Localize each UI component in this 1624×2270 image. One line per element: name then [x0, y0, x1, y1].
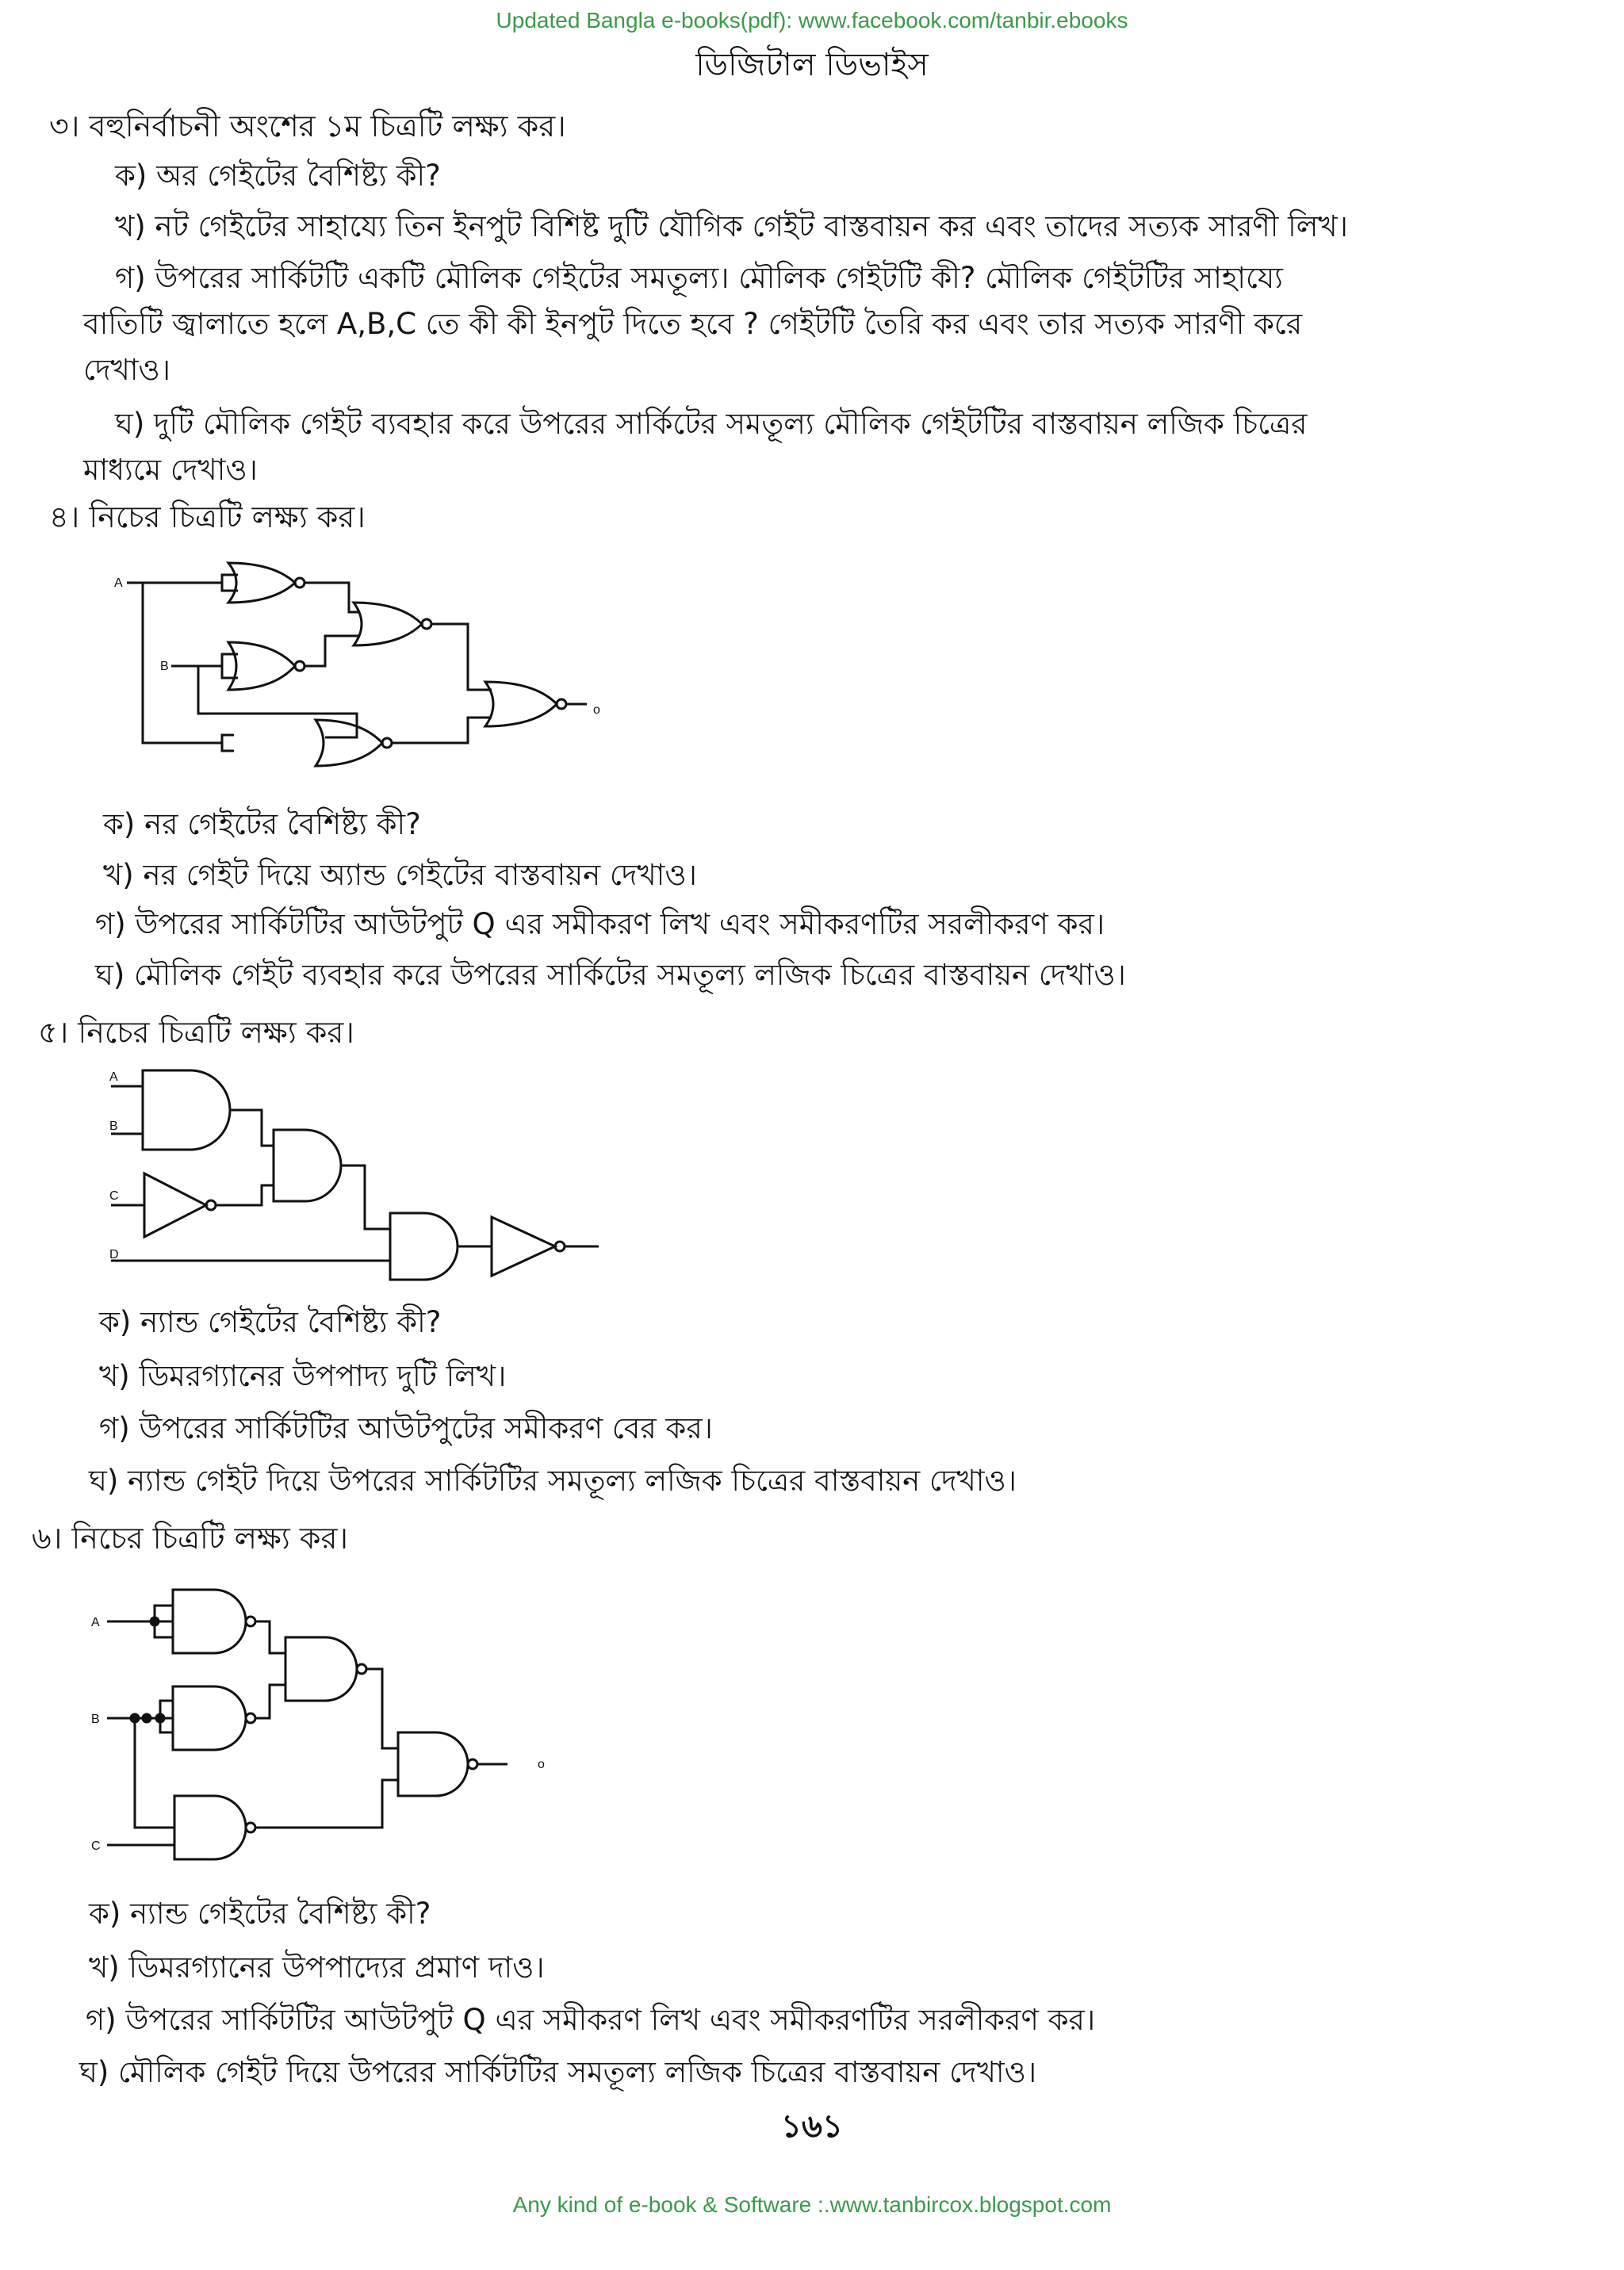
input-label-a: A	[114, 576, 123, 590]
output-label: o	[593, 703, 600, 717]
wire	[171, 654, 238, 678]
not-gate-c	[144, 1173, 206, 1237]
question-3-prompt	[49, 107, 566, 145]
question-number: ৪।	[49, 500, 80, 534]
wire	[111, 1166, 390, 1261]
question-6-part-d: ঘ) মৌলিক গেইট দিয়ে উপরের সার্কিটটির সমতূল্য লজিক চিত্রের বাস্তবায়ন দেখাও।	[79, 2055, 1037, 2089]
question-5-circuit-diagram	[103, 1066, 611, 1288]
question-4-part-b: খ) নর গেইট দিয়ে অ্যান্ড গেইটের বাস্তবায়ন দেখাও।	[103, 858, 697, 892]
nand-gate-3	[174, 1796, 246, 1859]
question-4-part-c: গ) উপরের সার্কিটটির আউটপুট Q এর সমীকরণ লিখ এবং সমীকরণটির সরলীকরণ কর।	[95, 907, 1105, 941]
nand-gate-output	[398, 1732, 468, 1796]
question-6-circuit-diagram	[87, 1574, 563, 1867]
question-5-part-a: ক) ন্যান্ড গেইটের বৈশিষ্ট্য কী?	[99, 1305, 442, 1339]
inversion-bubble	[357, 1664, 366, 1674]
question-text: নিচের চিত্রটি লক্ষ্য কর।	[78, 1015, 354, 1050]
wire	[304, 583, 358, 666]
junction-dot	[156, 1714, 164, 1722]
input-label-a: A	[91, 1616, 100, 1629]
part-c-line: বাতিটি জ্বালাতে হলে A,B,C তে কী কী ইনপুট দিতে হবে ? গেইটটি তৈরি কর এবং তার সত্যক সারণী করে	[83, 307, 1303, 341]
input-label-c: C	[109, 1189, 119, 1203]
question-3-part-b: খ) নট গেইটের সাহায্যে তিন ইনপুট বিশিষ্ট দুটি যৌগিক গেইট বাস্তবায়ন কর এবং তাদের সত্যক সারণী লিখ।	[115, 209, 1348, 243]
part-d-line: মাধ্যমে দেখাও।	[83, 453, 258, 487]
and-gate-2	[274, 1130, 341, 1201]
junction-dot	[143, 1714, 151, 1722]
junction-dot	[131, 1714, 139, 1722]
inversion-bubble	[246, 1617, 255, 1626]
input-label-a: A	[109, 1070, 118, 1084]
input-label-b: B	[109, 1120, 118, 1133]
question-4-part-d: ঘ) মৌলিক গেইট ব্যবহার করে উপরের সার্কিটের সমতূল্য লজিক চিত্রের বাস্তবায়ন দেখাও।	[95, 958, 1126, 992]
question-5-prompt	[38, 1013, 354, 1051]
input-label-b: B	[91, 1713, 100, 1726]
nor-gate-3	[354, 603, 422, 645]
input-label-d: D	[109, 1248, 119, 1261]
wire	[255, 1669, 398, 1828]
question-number: ৬।	[32, 1521, 63, 1556]
inversion-bubble	[246, 1713, 255, 1723]
question-6-part-c: গ) উপরের সার্কিটটির আউটপুট Q এর সমীকরণ লিখ এবং সমীকরণটির সরলীকরণ কর।	[86, 2003, 1096, 2037]
question-text: নিচের চিত্রটি লক্ষ্য কর।	[89, 500, 366, 534]
not-gate-output	[492, 1217, 555, 1276]
question-6-part-a: ক) ন্যান্ড গেইটের বৈশিষ্ট্য কী?	[89, 1897, 431, 1931]
nand-gate-4	[285, 1637, 357, 1701]
wire	[392, 624, 492, 743]
nor-gate-2	[228, 642, 295, 690]
nand-gate-2	[173, 1686, 246, 1750]
input-label-c: C	[91, 1839, 101, 1853]
inversion-bubble	[246, 1823, 255, 1832]
question-6-prompt	[32, 1519, 348, 1557]
question-text: নিচের চিত্রটি লক্ষ্য কর।	[71, 1521, 348, 1556]
question-3-part-d	[83, 401, 1503, 493]
question-number: ৩।	[49, 109, 80, 144]
question-4-circuit-diagram	[95, 555, 634, 785]
and-gate-3	[390, 1213, 458, 1280]
footer-source-link[interactable]: Any kind of e-book & Software :.www.tanbircox.blogspot.com	[512, 2192, 1112, 2217]
output-label: o	[538, 1758, 545, 1771]
junction-dot	[151, 1617, 159, 1625]
question-4-part-a: ক) নর গেইটের বৈশিষ্ট্য কী?	[103, 807, 421, 841]
part-c-line: দেখাও।	[83, 353, 170, 387]
question-number: ৫।	[38, 1015, 69, 1050]
question-4-prompt	[49, 498, 366, 536]
part-d-line: ঘ) দুটি মৌলিক গেইট ব্যবহার করে উপরের সার্কিটের সমতূল্য মৌলিক গেইটটির বাস্তবায়ন লজিক চিত্রের	[115, 407, 1308, 441]
inversion-bubble	[468, 1759, 477, 1769]
page-number: ১৬১	[781, 2108, 843, 2145]
nor-gate-1	[228, 563, 295, 603]
question-5-part-c: গ) উপরের সার্কিটটির আউটপুটের সমীকরণ বের কর।	[99, 1411, 713, 1445]
question-5-part-b: খ) ডিমরগ্যানের উপপাদ্য দুটি লিখ।	[99, 1359, 507, 1393]
nor-gate-4	[316, 720, 382, 766]
question-text: বহুনির্বাচনী অংশের ১ম চিত্রটি লক্ষ্য কর।	[89, 109, 566, 144]
question-6-part-b: খ) ডিমরগ্যানের উপপাদ্যের প্রমাণ দাও।	[89, 1950, 545, 1985]
header-source-link[interactable]: Updated Bangla e-books(pdf): www.facebook.com/tanbir.ebooks	[496, 8, 1128, 33]
input-label-b: B	[160, 660, 169, 673]
wire	[107, 1606, 173, 1637]
wire	[255, 1621, 285, 1718]
nand-gate-1	[173, 1590, 246, 1653]
question-3-part-c	[83, 255, 1503, 393]
wire	[216, 1110, 274, 1205]
and-gate-1	[143, 1070, 230, 1150]
nor-gate-output	[485, 682, 557, 726]
page-title: ডিজিটাল ডিভাইস	[695, 47, 929, 83]
question-5-part-d: ঘ) ন্যান্ড গেইট দিয়ে উপরের সার্কিটটির সমতূল্য লজিক চিত্রের বাস্তবায়ন দেখাও।	[89, 1464, 1017, 1498]
part-c-line: গ) উপরের সার্কিটটি একটি মৌলিক গেইটের সমতূল্য। মৌলিক গেইটটি কী? মৌলিক গেইটটির সাহায্যে	[115, 261, 1283, 295]
question-3-part-a: ক) অর গেইটের বৈশিষ্ট্য কী?	[115, 159, 441, 193]
